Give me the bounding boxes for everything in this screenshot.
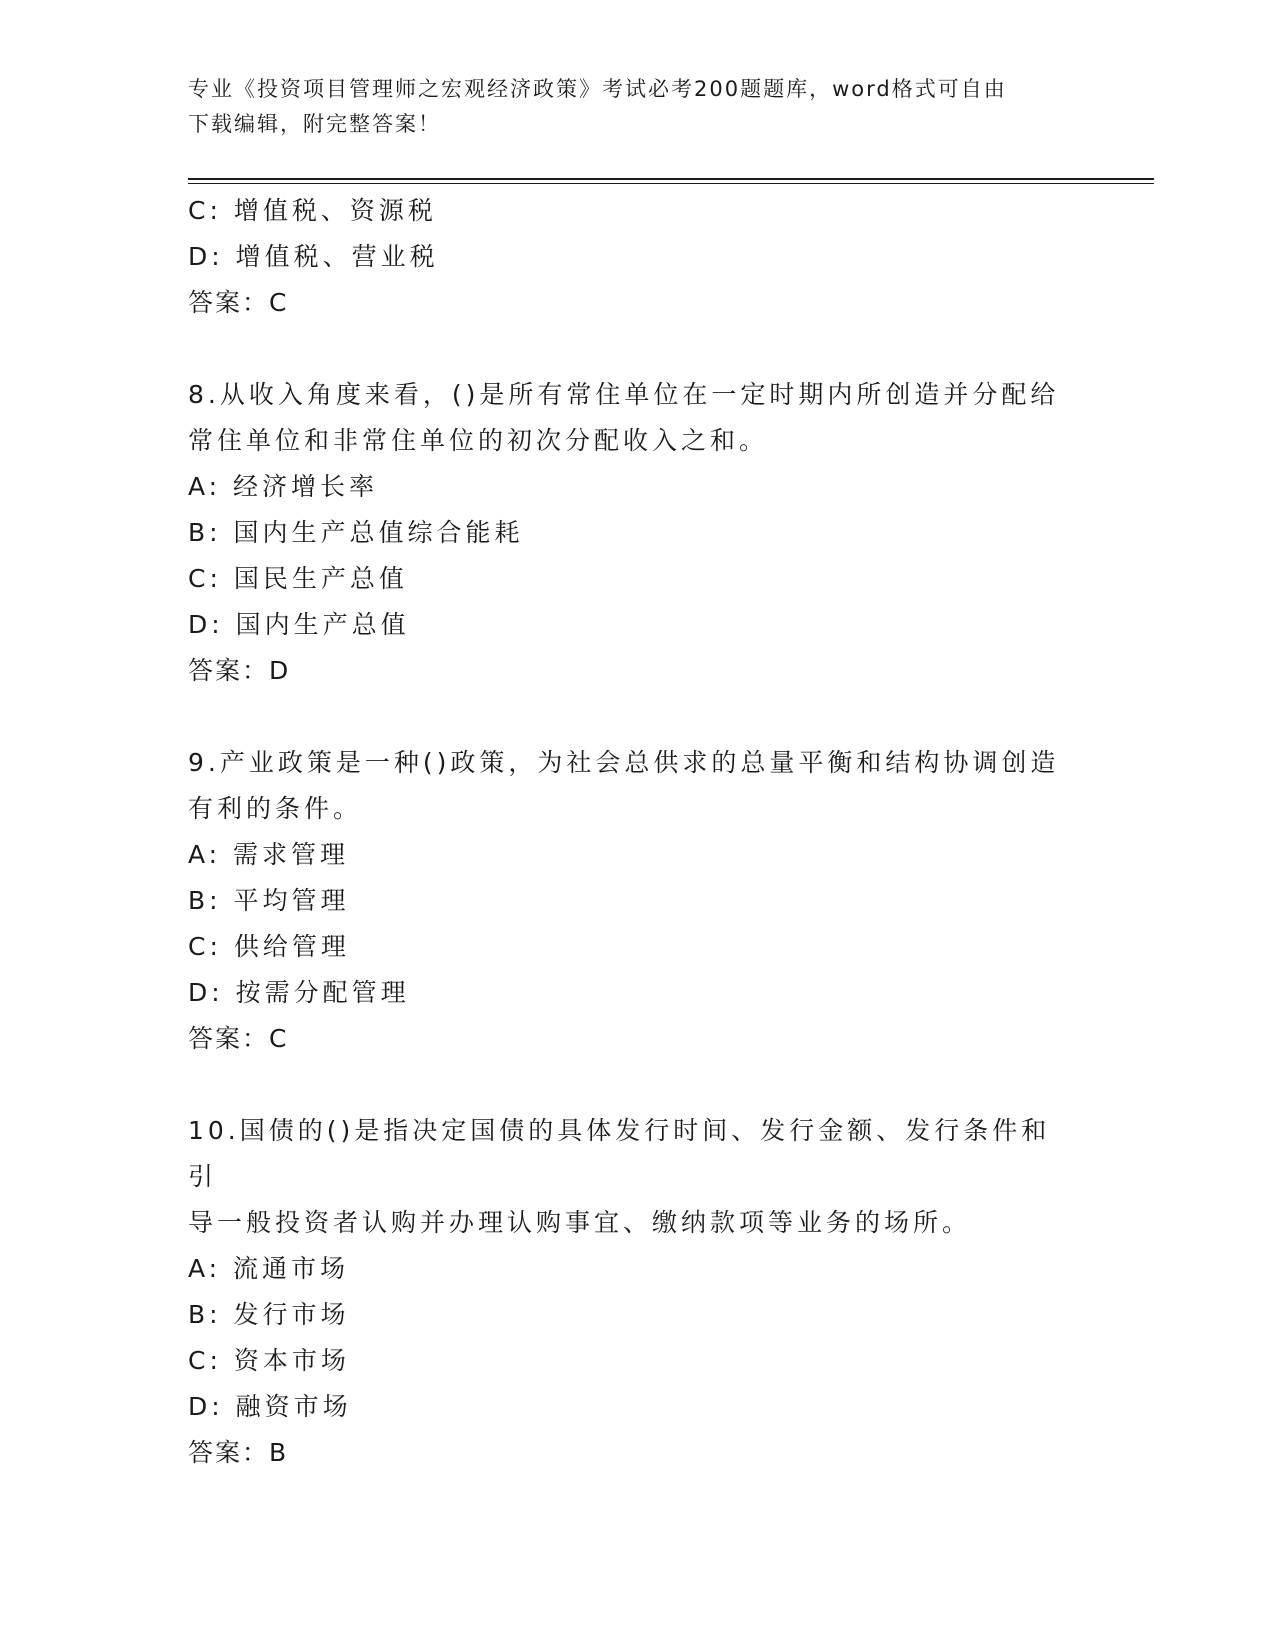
option-b: B: 平均管理	[188, 886, 350, 915]
option-c: C: 资本市场	[188, 1346, 350, 1375]
question-8	[188, 372, 1088, 694]
option-c: C: 供给管理	[188, 932, 350, 961]
spacer	[188, 326, 1088, 372]
question-stem-line-2: 常住单位和非常住单位的初次分配收入之和。	[188, 426, 769, 455]
question-stem-line-2: 导一般投资者认购并办理认购事宜、缴纳款项等业务的场所。	[188, 1208, 972, 1237]
option-a: A: 需求管理	[188, 840, 350, 869]
option-b: B: 国内生产总值综合能耗	[188, 518, 524, 547]
question-stem-line-2: 有利的条件。	[188, 794, 363, 823]
question-stem-line-1: 10.国债的()是指决定国债的具体发行时间、发行金额、发行条件和引	[188, 1116, 1051, 1191]
option-c: C: 增值税、资源税	[188, 196, 437, 225]
spacer	[188, 694, 1088, 740]
header-title-line-2: 下载编辑，附完整答案！	[188, 112, 441, 136]
answer-line: 答案：C	[188, 1024, 289, 1053]
option-d: D: 国内生产总值	[188, 610, 410, 639]
option-d: D: 融资市场	[188, 1392, 352, 1421]
question-stem-line-1: 9.产业政策是一种()政策，为社会总供求的总量平衡和结构协调创造	[188, 748, 1060, 777]
option-d: D: 按需分配管理	[188, 978, 410, 1007]
option-a: A: 流通市场	[188, 1254, 350, 1283]
previous-question-tail	[188, 188, 1088, 326]
answer-line: 答案：D	[188, 656, 291, 685]
question-10	[188, 1108, 1088, 1476]
option-d: D: 增值税、营业税	[188, 242, 439, 271]
header-title-line-1: 专业《投资项目管理师之宏观经济政策》考试必考200题题库，word格式可自由	[188, 77, 1007, 101]
spacer	[188, 1062, 1088, 1108]
question-stem-line-1: 8.从收入角度来看，()是所有常住单位在一定时期内所创造并分配给	[188, 380, 1060, 409]
option-c: C: 国民生产总值	[188, 564, 408, 593]
document-header	[188, 72, 1068, 142]
question-9	[188, 740, 1088, 1062]
answer-line: 答案：C	[188, 288, 289, 317]
option-b: B: 发行市场	[188, 1300, 350, 1329]
header-rule-thick	[188, 178, 1154, 180]
document-body	[188, 188, 1088, 1476]
answer-line: 答案：B	[188, 1438, 289, 1467]
header-rule-thin	[188, 183, 1154, 184]
option-a: A: 经济增长率	[188, 472, 379, 501]
